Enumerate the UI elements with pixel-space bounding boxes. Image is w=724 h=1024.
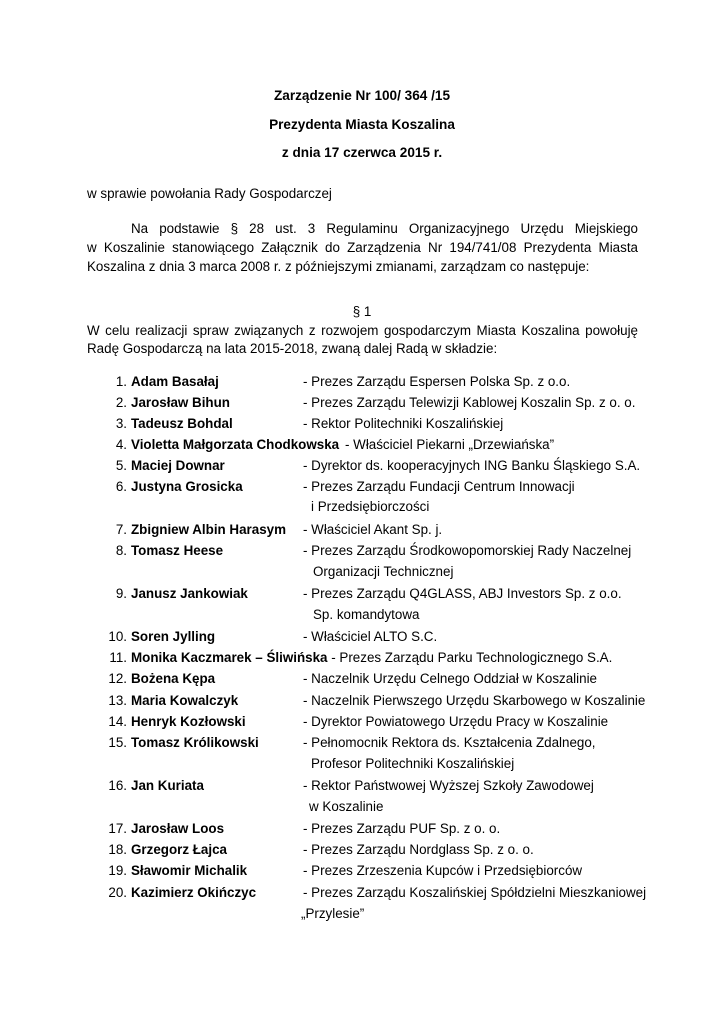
member-role: - Pełnomocnik Rektora ds. Kształcenia Zdalnego, — [303, 735, 596, 750]
member-name: Violetta Małgorzata Chodkowska — [131, 437, 340, 452]
member-name — [131, 650, 612, 665]
member-name: Adam Basałaj — [131, 374, 219, 389]
member-role: - Właściciel Piekarni „Drzewiańska” — [345, 437, 555, 452]
list-item — [0, 821, 724, 841]
list-item — [0, 522, 724, 542]
list-item — [0, 374, 724, 394]
member-name: Tadeusz Bohdal — [131, 416, 233, 431]
item-number: 20. — [108, 885, 127, 900]
item-number: 15. — [108, 735, 127, 750]
member-role-continuation: Organizacji Technicznej — [313, 564, 454, 579]
member-role: - Prezes Zarządu Nordglass Sp. z o. o. — [303, 842, 534, 857]
member-role: - Prezes Zarządu Koszalińskiej Spółdzielni Mieszkaniowej — [303, 885, 647, 900]
list-item — [0, 479, 724, 499]
item-number: 16. — [108, 778, 127, 793]
issuer: Prezydenta Miasta Koszalina — [269, 117, 455, 132]
member-name: Jan Kuriata — [131, 778, 204, 793]
section-sign: § 1 — [352, 304, 372, 319]
list-item — [0, 714, 724, 734]
list-item — [0, 671, 724, 691]
member-role: - Rektor Politechniki Koszalińskiej — [303, 416, 504, 431]
preamble-line-2: w Koszalinie stanowiącego Załącznik do Zarządzenia Nr 194/741/08 Prezydenta Miasta — [87, 240, 638, 255]
list-item — [0, 842, 724, 862]
member-role: - Naczelnik Pierwszego Urzędu Skarbowego w Koszalinie — [303, 693, 646, 708]
item-number: 7. — [115, 522, 127, 537]
list-item — [0, 629, 724, 649]
member-role: - Prezes Zarządu Fundacji Centrum Innowacji — [303, 479, 575, 494]
member-role: - Prezes Zarządu Telewizji Kablowej Koszalin Sp. z o. o. — [303, 395, 636, 410]
item-number: 5. — [115, 458, 127, 473]
member-role-continuation: „Przylesie” — [301, 906, 365, 921]
member-role: - Prezes Zarządu Środkowopomorskiej Rady Naczelnej — [303, 543, 632, 558]
member-role: - Prezes Zarządu Q4GLASS, ABJ Investors Sp. z o.o. — [303, 586, 622, 601]
list-item — [0, 416, 724, 436]
member-role: - Rektor Państwowej Wyższej Szkoły Zawodowej — [303, 778, 594, 793]
member-role: - Prezes Zrzeszenia Kupców i Przedsiębiorców — [303, 863, 583, 878]
item-number: 13. — [108, 693, 127, 708]
item-number: 10. — [108, 629, 127, 644]
member-role: - Właściciel ALTO S.C. — [303, 629, 438, 644]
item-number: 12. — [108, 671, 127, 686]
member-name: Zbigniew Albin Harasym — [131, 522, 287, 537]
member-role: - Dyrektor Powiatowego Urzędu Pracy w Koszalinie — [303, 714, 609, 729]
member-name-text: Monika Kaczmarek – Śliwińska — [131, 650, 328, 665]
member-role-continuation: Sp. komandytowa — [313, 607, 420, 622]
order-number: Zarządzenie Nr 100/ 364 /15 — [273, 88, 451, 103]
item-number: 4. — [115, 437, 127, 452]
member-name: Henryk Kozłowski — [131, 714, 246, 729]
member-name: Jarosław Loos — [131, 821, 225, 836]
member-role-continuation: Profesor Politechniki Koszalińskiej — [311, 756, 515, 771]
list-item — [0, 437, 724, 457]
member-role-continuation: w Koszalinie — [309, 799, 384, 814]
item-number: 9. — [115, 586, 127, 601]
list-item — [0, 586, 724, 606]
item-number: 6. — [115, 479, 127, 494]
item-number: 14. — [108, 714, 127, 729]
member-name: Maciej Downar — [131, 458, 225, 473]
list-item — [0, 395, 724, 415]
member-role: - Naczelnik Urzędu Celnego Oddział w Koszalinie — [303, 671, 597, 686]
list-item — [0, 735, 724, 755]
section-text-line-2: Radę Gospodarczą na lata 2015-2018, zwaną dalej Radą w składzie: — [87, 341, 498, 356]
item-number: 8. — [115, 543, 127, 558]
list-item — [0, 885, 724, 905]
member-name: Bożena Kępa — [131, 671, 216, 686]
list-item — [0, 458, 724, 478]
item-number: 1. — [115, 374, 127, 389]
member-name: Sławomir Michalik — [131, 863, 248, 878]
member-name: Tomasz Królikowski — [131, 735, 259, 750]
member-role: - Prezes Zarządu Parku Technologicznego S.A. — [331, 650, 613, 665]
preamble-line-1: Na podstawie § 28 ust. 3 Regulaminu Organizacyjnego Urzędu Miejskiego — [131, 221, 638, 236]
member-name: Maria Kowalczyk — [131, 693, 239, 708]
list-item — [0, 543, 724, 563]
member-name: Janusz Jankowiak — [131, 586, 248, 601]
subject-line: w sprawie powołania Rady Gospodarczej — [87, 186, 332, 201]
item-number: 3. — [115, 416, 127, 431]
item-number: 18. — [108, 842, 127, 857]
list-item — [0, 863, 724, 883]
item-number: 11. — [109, 650, 127, 665]
member-role: - Prezes Zarządu Espersen Polska Sp. z o.o. — [303, 374, 571, 389]
member-role: - Prezes Zarządu PUF Sp. z o. o. — [303, 821, 501, 836]
member-role: - Właściciel Akant Sp. j. — [303, 522, 443, 537]
item-number: 2. — [115, 395, 127, 410]
list-item — [0, 693, 724, 713]
member-role-continuation: i Przedsiębiorczości — [311, 499, 430, 514]
preamble-line-3: Koszalina z dnia 3 marca 2008 r. z późniejszymi zmianami, zarządzam co następuje: — [87, 259, 590, 274]
member-name: Grzegorz Łajca — [131, 842, 227, 857]
list-item — [0, 650, 724, 670]
member-name: Kazimierz Okińczyc — [131, 885, 257, 900]
member-name: Soren Jylling — [131, 629, 216, 644]
item-number: 17. — [108, 821, 127, 836]
member-name: Jarosław Bihun — [131, 395, 230, 410]
section-text-line-1: W celu realizacji spraw związanych z rozwojem gospodarczym Miasta Koszalina powołuję — [87, 323, 638, 338]
list-item — [0, 778, 724, 798]
member-role: - Dyrektor ds. kooperacyjnych ING Banku Śląskiego S.A. — [303, 458, 641, 473]
order-date: z dnia 17 czerwca 2015 r. — [281, 145, 443, 160]
member-name: Justyna Grosicka — [131, 479, 243, 494]
item-number: 19. — [108, 863, 127, 878]
member-name: Tomasz Heese — [131, 543, 224, 558]
